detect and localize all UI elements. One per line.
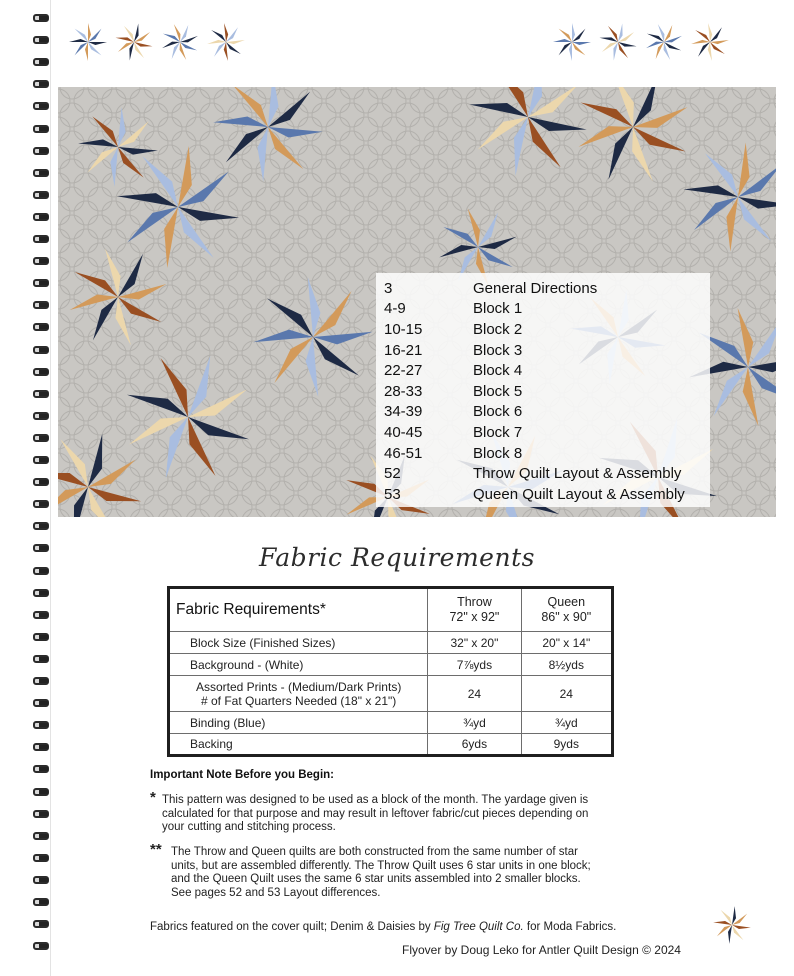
important-note-heading: Important Note Before you Begin: [150,769,335,781]
binding-coil [32,58,50,67]
toc-section-title: Block 5 [473,382,523,400]
toc-page-number: 3 [384,279,393,297]
binding-coil [32,235,50,244]
binding-coil [32,677,50,686]
note-1-text [162,794,650,835]
binding-coil [32,346,50,355]
queen-value: 9yds [521,734,612,756]
toc-row [384,422,710,443]
designer-credit: Flyover by Doug Leko for Antler Quilt Design © 2024 [402,943,681,957]
row-label-line-2: # of Fat Quarters Needed (18" x 21") [200,693,397,708]
star-point [700,23,719,42]
binding-coil [32,743,50,752]
toc-page-number: 53 [384,485,401,503]
binding-coil [32,434,50,443]
toc-section-title: Block 2 [473,320,523,338]
note-2 [150,841,650,900]
binding-coil [32,788,50,797]
toc-row [384,402,710,423]
row-label-line: Binding (Blue) [190,715,266,730]
note-2-mark: ** [150,841,162,858]
throw-name: Throw [457,595,492,609]
throw-value: ¾yd [428,712,521,734]
table-of-contents [376,273,710,507]
row-label [169,632,428,654]
star-point [216,23,235,42]
fabric-requirements-table [167,586,614,757]
binding-coil [32,589,50,598]
toc-section-title: Block 1 [473,300,523,318]
table-row [169,712,613,734]
binding-coil [32,213,50,222]
toc-section-title: Throw Quilt Layout & Assembly [473,465,682,483]
note-line: and the Queen Quilt uses the same 6 star units assembled into 2 smaller blocks. [171,873,581,886]
binding-coil [32,125,50,134]
row-label-line: Block Size (Finished Sizes) [190,635,336,650]
toc-row [384,463,710,484]
star-point [553,39,572,42]
queen-value: 8½yds [521,654,612,676]
note-line: This pattern was designed to be used as a block of the month. The yardage given is [162,794,589,806]
quilt-star-icon [644,22,684,62]
toc-row [384,299,710,320]
quilt-star-icon [160,22,200,62]
toc-row [384,360,710,381]
table-row [169,654,613,676]
toc-section-title: Block 8 [473,444,523,462]
binding-coil [32,500,50,509]
throw-size: 72" x 92" [449,610,500,624]
star-point [572,42,591,45]
row-label-line: Background - (White) [190,657,304,672]
row-label [169,734,428,756]
quilt-star-icon [690,22,730,62]
note-1 [150,789,650,835]
binding-coil [32,832,50,841]
table-row [169,676,613,712]
row-label-line: Assorted Prints - (Medium/Dark Prints) [195,679,402,694]
fabric-requirements-heading: Fabric Requirements [259,543,535,572]
toc-row [384,443,710,464]
toc-section-title: Block 3 [473,341,523,359]
row-label [169,654,428,676]
binding-coil [32,478,50,487]
toc-page-number: 28-33 [384,382,423,400]
binding-coil [32,765,50,774]
toc-section-title: Queen Quilt Layout & Assembly [473,485,685,503]
binding-coil [32,102,50,111]
queen-value: 24 [521,676,612,712]
binding-coil [32,920,50,929]
row-label [169,712,428,734]
toc-page-number: 4-9 [384,300,406,318]
star-point [710,32,729,51]
binding-coil [32,80,50,89]
toc-row [384,319,710,340]
binding-coil [32,301,50,310]
throw-value: 32" x 20" [428,632,521,654]
toc-page-number: 52 [384,465,401,483]
toc-section-title: Block 6 [473,403,523,421]
binding-coil [32,169,50,178]
star-point [572,23,575,42]
binding-coil [32,456,50,465]
star-point [207,34,226,53]
star-point [226,32,245,51]
note-line: units, but are assembled differently. The Throw Quilt uses 6 star units in one block; [171,859,591,872]
row-label-line: Backing [190,737,233,751]
toc-page-number: 46-51 [384,444,423,462]
binding-coil [32,898,50,907]
note-line: See pages 52 and 53 Layout differences. [171,886,381,899]
star-point [569,42,572,61]
toc-row [384,381,710,402]
toc-section-title: Block 4 [473,362,523,380]
cover-quilt-photo [58,87,776,517]
note-2-text [171,846,650,900]
table-row [169,734,613,756]
binding-coil [32,36,50,45]
binding-coil [32,147,50,156]
star-point [69,39,88,42]
star-row-left [68,22,246,62]
toc-row [384,278,710,299]
note-line: your cutting and stitching process. [162,821,336,834]
binding-coil [32,390,50,399]
binding-coil [32,323,50,332]
toc-page-number: 16-21 [384,341,423,359]
credits-suffix: for Moda Fabrics. [523,921,617,933]
table-row [169,632,613,654]
star-row-right [552,22,730,62]
binding-coil [32,633,50,642]
toc-page-number: 22-27 [384,362,423,380]
spiral-binding [32,14,52,964]
table-title: Fabric Requirements* [169,588,428,632]
queen-size: 86" x 90" [541,610,592,624]
queen-value: 20" x 14" [521,632,612,654]
binding-coil [32,854,50,863]
note-line: The Throw and Queen quilts are both constructed from the same number of star [171,846,578,858]
binding-coil [32,876,50,885]
binding-coil [32,721,50,730]
binding-coil [32,191,50,200]
binding-coil [32,655,50,664]
binding-coil [32,257,50,266]
star-point [218,42,237,61]
toc-section-title: Block 7 [473,423,523,441]
star-point [702,42,721,61]
credits-prefix: Fabrics featured on the cover quilt; Denim & Daisies by [150,921,434,933]
quilt-star-icon [114,22,154,62]
star-point [88,23,91,42]
binding-coil [32,412,50,421]
queen-value: ¾yd [521,712,612,734]
toc-row [384,484,710,505]
binding-coil [32,368,50,377]
note-line: calculated for that purpose and may result in leftover fabric/cut pieces depending on [162,807,589,820]
star-point [85,42,88,61]
toc-section-title: General Directions [473,279,598,297]
corner-star-icon [712,905,752,945]
star-point [88,42,107,45]
toc-page-number: 34-39 [384,403,423,421]
binding-coil [32,611,50,620]
throw-value: 24 [428,676,521,712]
quilt-star-icon [68,22,108,62]
credits-maker: Fig Tree Quilt Co. [433,921,524,933]
toc-row [384,340,710,361]
note-1-mark: * [150,789,156,806]
quilt-star-icon [552,22,592,62]
binding-coil [32,810,50,819]
quilt-star-icon [206,22,246,62]
fabric-credits [150,921,616,933]
throw-header [428,588,521,632]
star-point [691,34,710,53]
queen-name: Queen [547,595,586,609]
binding-coil [32,699,50,708]
quilt-star-icon [598,22,638,62]
binding-coil [32,942,50,951]
toc-page-number: 40-45 [384,423,423,441]
binding-coil [32,279,50,288]
throw-value: 7⅞yds [428,654,521,676]
binding-coil [32,522,50,531]
throw-value: 6yds [428,734,521,756]
queen-header [521,588,612,632]
toc-page-number: 10-15 [384,320,423,338]
row-label [169,676,428,712]
binding-coil [32,14,50,23]
